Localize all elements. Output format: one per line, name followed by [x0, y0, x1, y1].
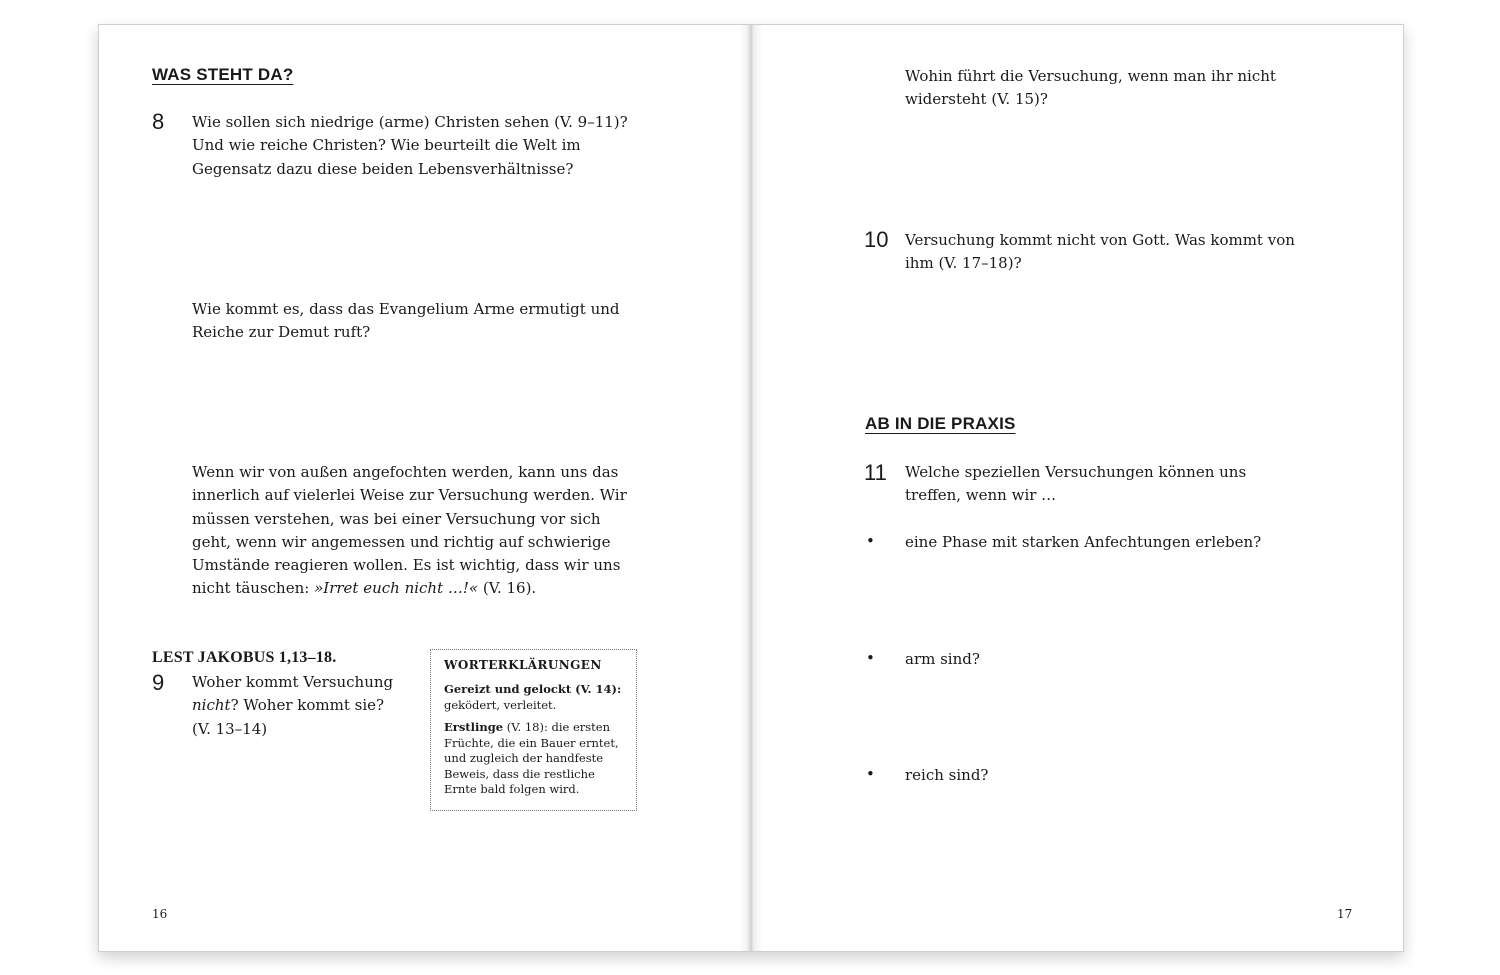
question-9-part-b: ? Woher kommt sie? (V. 13–14): [192, 696, 385, 738]
question-number-9: 9: [152, 670, 165, 695]
bullet-marker: •: [866, 532, 875, 550]
question-8-text: Wie sollen sich niedrige (arme) Christen sehen (V. 9–11)? Und wie reiche Christen? Wie beurteilt die Welt im Gegensatz dazu diese beiden Lebensverhältnisse?: [192, 113, 628, 178]
page-number-right: 17: [1337, 907, 1353, 921]
bullet-item: reich sind?: [905, 766, 989, 784]
bullet-item: eine Phase mit starken Anfechtungen erleben?: [905, 533, 1262, 551]
question-11-text: Welche speziellen Versuchungen können uns treffen, wenn wir …: [905, 463, 1247, 505]
intro-paragraph: [192, 461, 632, 601]
right-page: [750, 25, 1403, 951]
question-10-text: Versuchung kommt nicht von Gott. Was kommt von ihm (V. 17–18)?: [905, 231, 1295, 273]
glossary-item: [444, 720, 624, 798]
question-9-part-a: Woher kommt Versuchung: [192, 673, 394, 691]
paragraph-ref: (V. 16).: [478, 579, 537, 598]
book-spread: [98, 24, 1404, 952]
bullet-marker: •: [866, 649, 875, 667]
book-gutter-shadow: [739, 25, 763, 951]
glossary-title: WORTERKLÄRUNGEN: [444, 658, 602, 672]
paragraph-text: Wenn wir von außen angefochten werden, kann uns das innerlich auf vielerlei Weise zur Versuchung werden. Wir müssen verstehen, was bei einer Versuchung vor sich geht, wenn wir angemessen und richtig auf schwierige Umstände reagieren wollen. Es ist wichtig, dass wir uns nicht täuschen:: [192, 463, 627, 598]
glossary-definition: geködert, verleitet.: [444, 697, 557, 712]
question-number-8: 8: [152, 109, 165, 134]
paragraph-quote: »Irret euch nicht …!«: [314, 579, 479, 598]
glossary-item: [444, 682, 624, 713]
glossary-term: Erstlinge: [444, 720, 504, 734]
bullet-marker: •: [866, 765, 875, 783]
section-heading-was-steht-da: WAS STEHT DA?: [152, 65, 294, 84]
question-8-followup: Wie kommt es, dass das Evangelium Arme ermutigt und Reiche zur Demut ruft?: [192, 300, 620, 342]
question-9-italic: nicht: [192, 696, 231, 715]
read-heading: LEST JAKOBUS 1,13–18.: [152, 649, 337, 666]
glossary-term: Gereizt und gelockt (V. 14):: [444, 682, 622, 696]
question-number-11: 11: [864, 460, 887, 485]
page-number-left: 16: [152, 907, 168, 921]
left-page: [99, 25, 750, 951]
section-heading-ab-in-die-praxis: AB IN DIE PRAXIS: [865, 414, 1016, 433]
question-9-text: [192, 671, 397, 741]
question-number-10: 10: [864, 227, 889, 252]
glossary-box: [430, 649, 637, 811]
bullet-item: arm sind?: [905, 650, 980, 668]
glossary-definition: (V. 18): die ersten Früchte, die ein Bauer erntet, und zugleich der handfeste Beweis, dass die restliche Ernte bald folgen wird.: [444, 720, 619, 796]
question-9-followup: Wohin führt die Versuchung, wenn man ihr nicht widersteht (V. 15)?: [905, 67, 1276, 109]
